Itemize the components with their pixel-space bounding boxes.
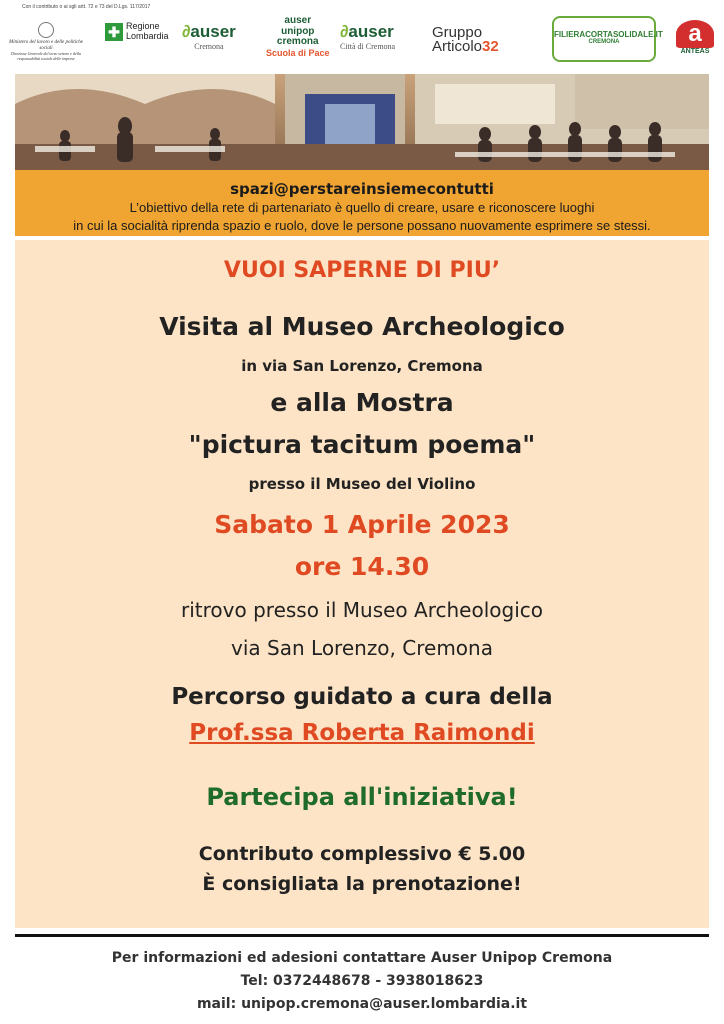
contribution-note: Con il contributo o ai sgli artt. 72 e 73 del D.Lgs. 117/2017	[22, 4, 151, 10]
logo-header	[0, 0, 724, 72]
gruppo-articolo32-logo	[432, 26, 499, 55]
band-heading: spazi@perstareinsiemecontutti	[230, 180, 494, 198]
republic-emblem-icon	[38, 22, 54, 38]
band-text-line2: in cui la socialità riprenda spazio e ruolo, dove le persone possano nuovamente esprimere se stessi.	[73, 218, 651, 233]
scuola-di-pace: Scuola di Pace	[266, 47, 330, 58]
event-exhibition: "pictura tacitum poema"	[188, 430, 536, 459]
ministry-subtitle: Direzione Generale del terzo settore e della responsabilità sociale delle imprese	[11, 51, 81, 61]
guide-name: Prof.ssa Roberta Raimondi	[189, 720, 535, 746]
call-to-action: Partecipa all'iniziativa!	[206, 783, 518, 811]
unipop-line1: auser	[284, 15, 312, 26]
filiera-corta-logo	[552, 16, 663, 62]
regione-lombardia-line2: Lombardia	[126, 30, 169, 41]
header-photo	[15, 74, 709, 170]
auser-unipop-logo	[266, 16, 330, 58]
auser-cremona-logo: ∂auser Cremona	[182, 22, 236, 51]
footer-phone: Tel: 0372448678 - 3938018623	[240, 973, 484, 989]
unipop-line2: unipop	[281, 25, 315, 37]
guide-intro: Percorso guidato a cura della	[171, 684, 553, 710]
gruppo-line2: Articolo	[432, 38, 483, 56]
regione-lombardia-line1: Regione	[126, 21, 160, 31]
event-time: ore 14.30	[294, 552, 430, 581]
auser-cremona-word: auser	[190, 22, 236, 41]
footer-email: mail: unipop.cremona@auser.lombardia.it	[196, 996, 528, 1012]
booking-line: È consigliata la prenotazione!	[202, 873, 522, 895]
event-venue2: presso il Museo del Violino	[248, 475, 476, 493]
meeting-line2: via San Lorenzo, Cremona	[231, 636, 493, 660]
footer-info: Per informazioni ed adesioni contattare Auser Unipop Cremona	[111, 950, 613, 966]
auser-cremona-city: Cremona	[194, 42, 224, 51]
ministry-name: Ministero del lavoro e delle politiche sociali	[9, 40, 83, 51]
band-text-line1: L’obiettivo della rete di partenariato è quello di creare, usare e riconoscere luoghi	[129, 200, 595, 215]
event-title2: e alla Mostra	[270, 388, 454, 417]
filiera-line2: CREMONA	[588, 39, 620, 45]
event-date: Sabato 1 Aprile 2023	[214, 510, 510, 539]
ministry-logo	[6, 22, 86, 62]
anteas-mark-icon: a	[676, 20, 714, 48]
footer-divider	[15, 934, 709, 937]
event-panel	[15, 240, 709, 928]
partnership-band	[15, 170, 709, 236]
event-intro: VUOI SAPERNE DI PIU’	[223, 258, 501, 283]
regione-lombardia-logo	[105, 22, 169, 42]
lombardia-rose-icon: ✚	[105, 23, 123, 41]
auser-citta-logo: ∂auser Città di Cremona	[340, 22, 396, 51]
event-address1: in via San Lorenzo, Cremona	[241, 357, 483, 375]
anteas-logo	[676, 20, 714, 60]
filiera-line1: FILIERACORTASOLIDALE.IT	[554, 30, 663, 39]
cost-line: Contributo complessivo € 5.00	[198, 843, 526, 865]
group-meeting-photo	[15, 74, 709, 170]
auser-citta-word: auser	[348, 22, 394, 41]
gruppo-line1: Gruppo	[432, 24, 483, 41]
auser-citta-sub: Città di Cremona	[340, 42, 396, 51]
meeting-line1: ritrovo presso il Museo Archeologico	[181, 598, 543, 622]
event-title1: Visita al Museo Archeologico	[159, 312, 565, 341]
anteas-name: ANTEAS	[680, 48, 710, 55]
unipop-line3: cremona	[276, 36, 319, 47]
gruppo-number: 32	[482, 38, 499, 56]
